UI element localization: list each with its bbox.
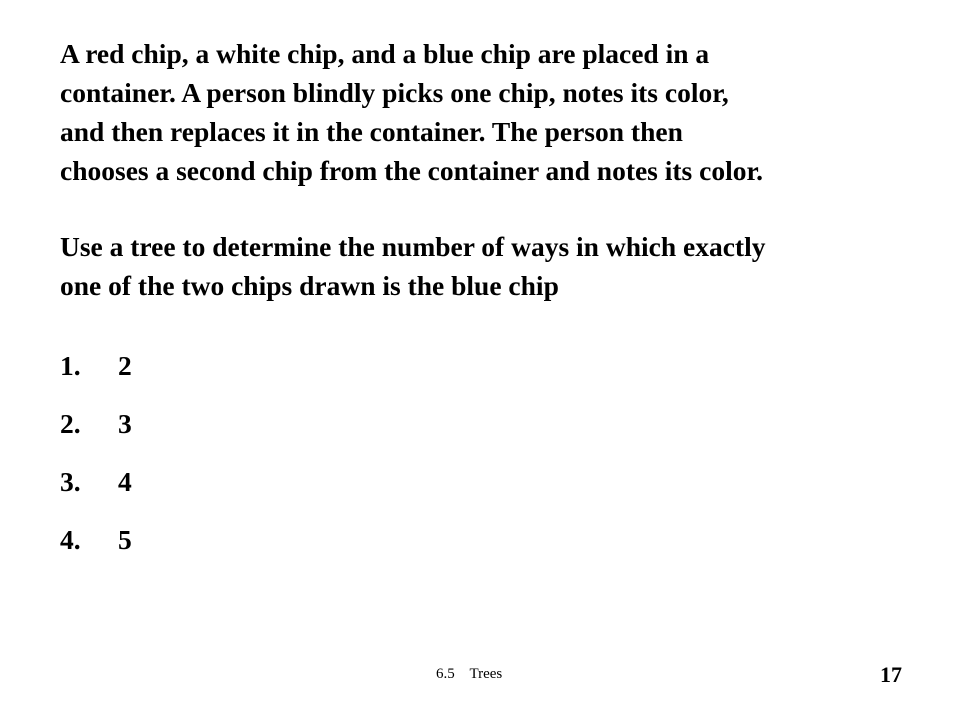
slide-number: 17 xyxy=(880,662,902,687)
prompt-line: one of the two chips drawn is the blue chip xyxy=(60,270,559,301)
choice-number: 4. xyxy=(60,524,81,555)
question-line: container. A person blindly picks one chip, notes its color, xyxy=(60,77,729,108)
question-text xyxy=(60,34,920,190)
choice-value: 2 xyxy=(118,350,132,381)
choice-number: 1. xyxy=(60,350,81,381)
question-line: and then replaces it in the container. The person then xyxy=(60,116,683,147)
answer-choice-2[interactable] xyxy=(60,404,132,462)
answer-choice-3[interactable] xyxy=(60,462,132,520)
choice-value: 4 xyxy=(118,466,132,497)
choice-number: 3. xyxy=(60,466,81,497)
choice-number: 2. xyxy=(60,408,81,439)
answer-choices xyxy=(60,346,132,578)
choice-value: 5 xyxy=(118,524,132,555)
choice-value: 3 xyxy=(118,408,132,439)
prompt-line: Use a tree to determine the number of ways in which exactly xyxy=(60,231,766,262)
answer-choice-4[interactable] xyxy=(60,520,132,578)
answer-choice-1[interactable] xyxy=(60,346,132,404)
question-line: chooses a second chip from the container and notes its color. xyxy=(60,155,764,186)
footer-title: 6.5 Trees xyxy=(436,666,503,682)
question-line: A red chip, a white chip, and a blue chip are placed in a xyxy=(60,38,710,69)
prompt-text xyxy=(60,227,920,305)
